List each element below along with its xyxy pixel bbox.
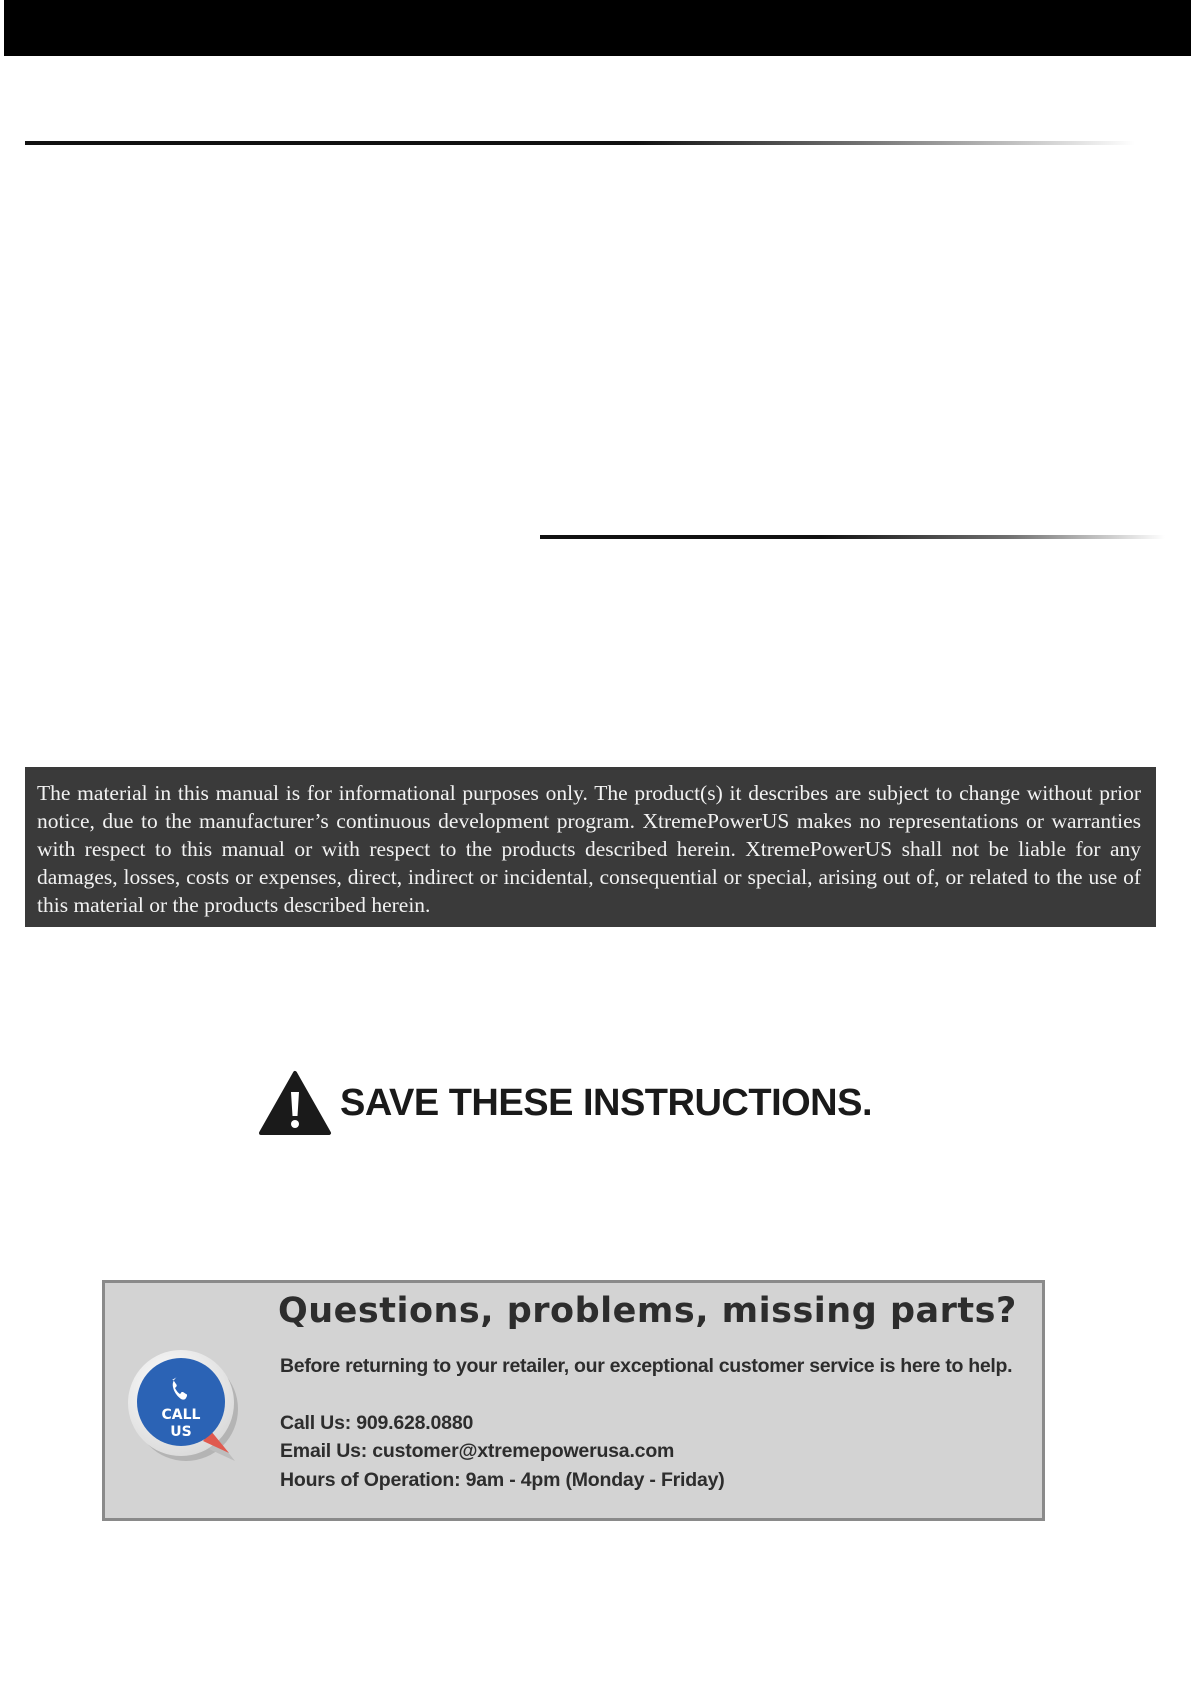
- header-bar: [4, 0, 1191, 56]
- email-address[interactable]: Email Us: customer@xtremepowerusa.com: [280, 1440, 675, 1462]
- customer-service-box: [102, 1280, 1045, 1521]
- contact-heading: Questions, problems, missing parts?: [278, 1291, 1017, 1331]
- save-instructions-notice: [258, 1069, 872, 1137]
- warning-triangle-icon: [258, 1070, 332, 1136]
- hours-of-operation: Hours of Operation: 9am - 4pm (Monday - Friday): [280, 1469, 725, 1491]
- call-us-badge: [123, 1343, 245, 1465]
- phone-number[interactable]: Call Us: 909.628.0880: [280, 1412, 474, 1434]
- divider-middle: [540, 535, 1165, 539]
- divider-top: [25, 141, 1135, 145]
- contact-subheading: Before returning to your retailer, our exceptional customer service is here to help.: [280, 1355, 1013, 1377]
- disclaimer-box: [25, 767, 1156, 927]
- save-instructions-text: SAVE THESE INSTRUCTIONS.: [340, 1081, 873, 1124]
- badge-us-text: US: [170, 1424, 192, 1440]
- badge-call-text: CALL: [161, 1407, 201, 1423]
- disclaimer-text: The material in this manual is for informational purposes only. The product(s) it describes are subject to change without prior notice, due to the manufacturer’s continuous development program. XtremePowerUS makes no representations or warranties with respect to this manual or with respect to the products described herein. XtremePowerUS shall not be liable for any damages, losses, costs or expenses, direct, indirect or incidental, consequential or special, arising out of, or related to the use of this material or the products described herein.: [37, 781, 1141, 917]
